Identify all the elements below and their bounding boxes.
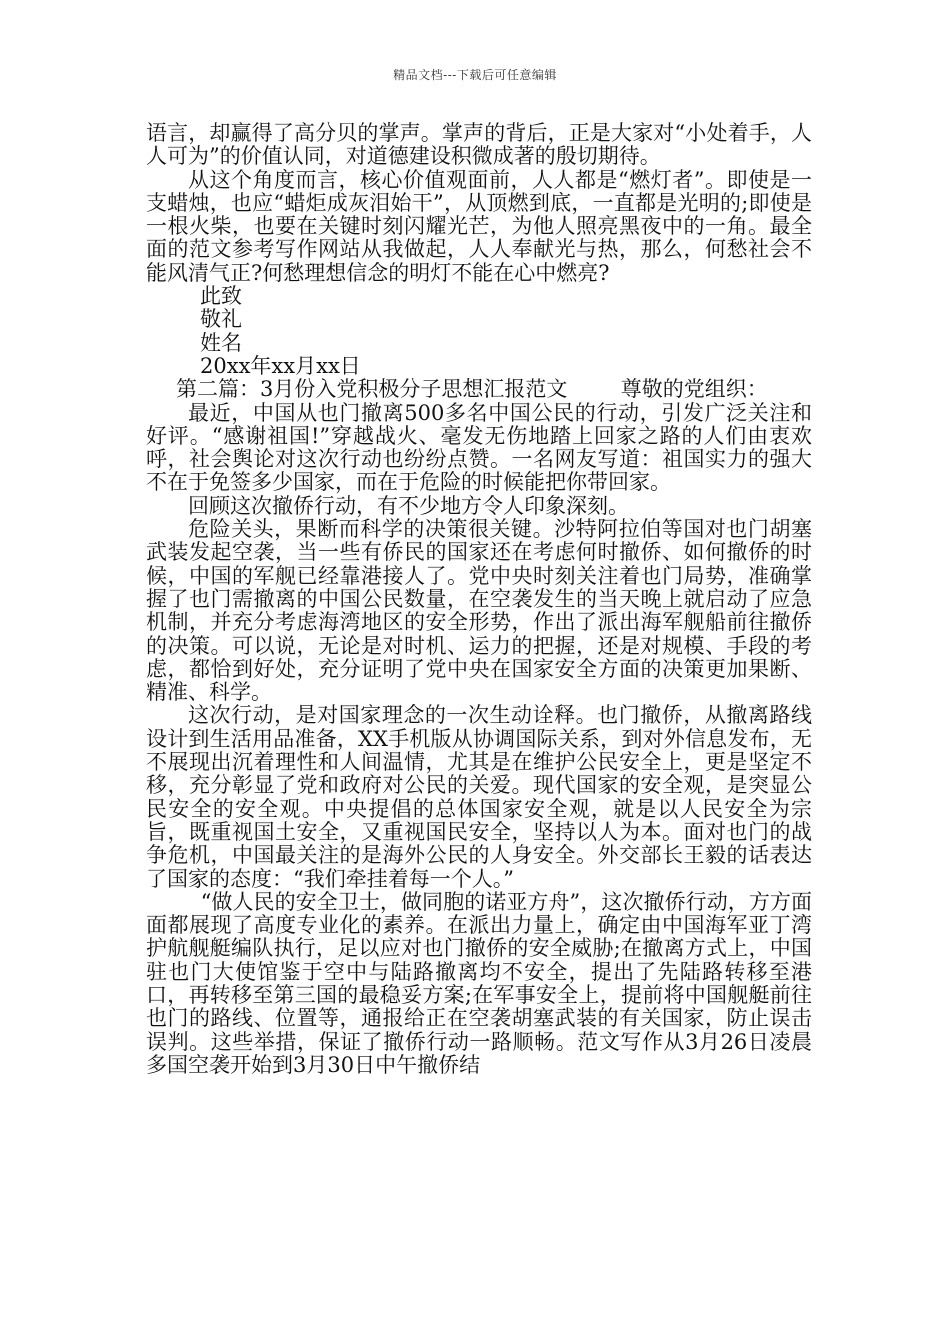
section-heading: 第二篇：3月份入党积极分子思想汇报范文 尊敬的党组织： xyxy=(176,377,768,402)
closing-salutation: 此致 xyxy=(200,284,242,309)
paragraph-6: 这次行动，是对国家理念的一次生动诠释。也门撤侨，从撤离路线设计到生活用品准备，XX手机版从协调国际关系，到对外信息发布，无不展现出沉着理性和人间温情，尤其是在维护公民安全上，更是坚定不移，充分彰显了党和政府对公民的关爱。现代国家的安全观，是突显公民安全的安全观。中央提倡的总体国家安全观，就是以人民安全为宗旨，既重视国土安全，又重视国民安全，坚持以人为本。面对也门的战争危机，中国最关注的是海外公民的人身安全。外交部长王毅的话表达了国家的态度：“我们牵挂着每一个人。” xyxy=(146,703,812,891)
closing-regards: 敬礼 xyxy=(200,307,242,332)
closing-date: 20xx年xx月xx日 xyxy=(200,353,361,378)
paragraph-2: 从这个角度而言，核心价值观面前，人人都是“燃灯者”。即使是一支蜡烛，也应“蜡炬成灰泪始干”，从顶燃到底，一直都是光明的;即使是一根火柴，也要在关键时刻闪耀光芒，为他人照亮黑夜中的一角。最全面的范文参考写作网站从我做起，人人奉献光与热，那么，何愁社会不能风清气正?何愁理想信念的明灯不能在心中燃亮? xyxy=(146,167,812,285)
paragraph-7: “做人民的安全卫士，做同胞的诺亚方舟”，这次撤侨行动，方方面面都展现了高度专业化的素养。在派出力量上，确定由中国海军亚丁湾护航舰艇编队执行，足以应对也门撤侨的安全威胁;在撤离方式上，中国驻也门大使馆鉴于空中与陆路撤离均不安全，提出了先陆路转移至港口，再转移至第三国的最稳妥方案;在军事安全上，提前将中国舰艇前往也门的路线、位置等，通报给正在空袭胡塞武装的有关国家，防止误击误判。这些举措，保证了撤侨行动一路顺畅。范文写作从3月26日凌晨多国空袭开始到3月30日中午撤侨结 xyxy=(146,889,812,1077)
paragraph-1: 语言，却赢得了高分贝的掌声。掌声的背后，正是大家对“小处着手，人人可为”的价值认同，对道德建设积微成著的殷切期待。 xyxy=(146,121,812,169)
paragraph-3: 最近，中国从也门撤离500多名中国公民的行动，引发广泛关注和好评。“感谢祖国!”穿越战火、毫发无伤地踏上回家之路的人们由衷欢呼，社会舆论对这次行动也纷纷点赞。一名网友写道：祖国实力的强大不在于免签多少国家，而在于危险的时候能把你带回家。 xyxy=(146,400,812,495)
page-header: 精品文档---下载后可任意编辑 xyxy=(393,68,557,82)
paragraph-4: 回顾这次撤侨行动，有不少地方令人印象深刻。 xyxy=(188,493,629,518)
paragraph-5: 危险关头，果断而科学的决策很关键。沙特阿拉伯等国对也门胡塞武装发起空袭，当一些有侨民的国家还在考虑何时撤侨、如何撤侨的时候，中国的军舰已经靠港接人了。党中央时刻关注着也门局势，准确掌握了也门需撤离的中国公民数量，在空袭发生的当天晚上就启动了应急机制，并充分考虑海湾地区的安全形势，作出了派出海军舰船前往撤侨的决策。可以说，无论是对时机、运力的把握，还是对规模、手段的考虑，都恰到好处，充分证明了党中央在国家安全方面的决策更加果断、精准、科学。 xyxy=(146,517,812,705)
closing-name: 姓名 xyxy=(200,330,242,355)
document-body xyxy=(146,122,812,1077)
